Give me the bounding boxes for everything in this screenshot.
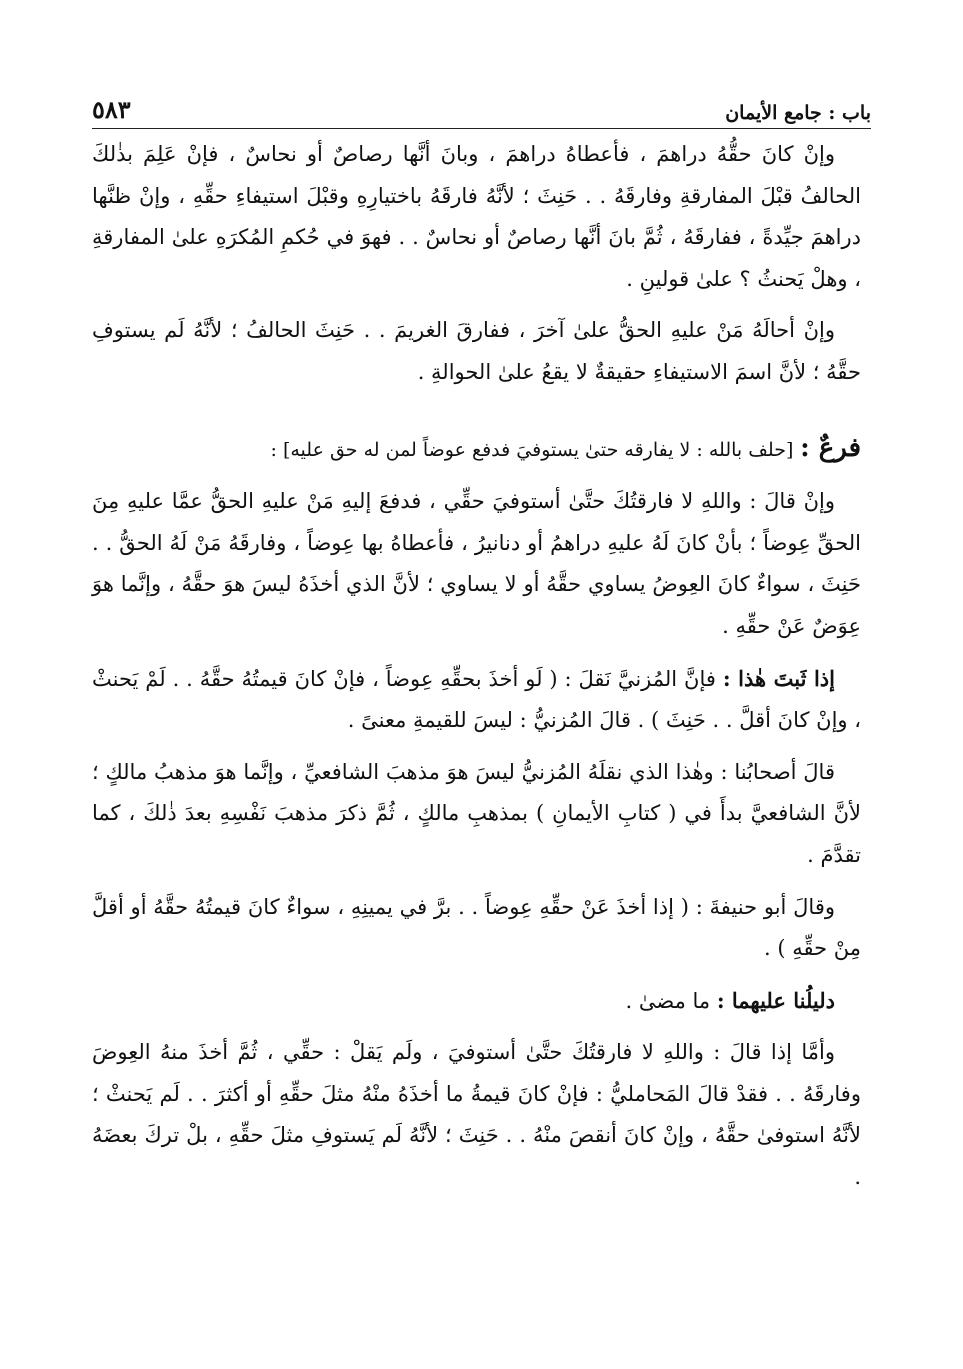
- page-header: [92, 88, 871, 124]
- paragraph-text: قالَ أصحابُنا : وهٰذا الذي نقلَهُ المُزنيُّ ليسَ هوَ مذهبَ الشافعيِّ ، وإنَّما هوَ مذهبُ مالكٍ ؛ لأنَّ الشافعيَّ بدأَ في ( كتابِ الأيمانِ ) بمذهبِ مالكٍ ، ثُمَّ ذكرَ مذهبَ نَفْسِهِ بعدَ ذٰلكَ ، كما تقدَّمَ .: [92, 759, 861, 867]
- paragraph: [92, 980, 861, 1023]
- paragraph-text: وإنْ كانَ حقُّهُ دراهمَ ، فأعطاهُ دراهمَ ، وبانَ أنَّها رصاصٌ أو نحاسٌ ، فإنْ عَلِمَ بذٰلكَ الحالفُ قبْلَ المفارقةِ وفارقَهُ . . حَنِثَ ؛ لأنَّهُ فارقَهُ باختيارِهِ وقبْلَ استيفاءِ حقِّهِ ، وإنْ ظنَّها دراهمَ جيِّدةً ، ففارقَهُ ، ثُمَّ بانَ أنَّها رصاصٌ أو نحاسٌ . . فهوَ في حُكمِ المُكرَهِ علىٰ المفارقةِ ، وهلْ يَحنثُ ؟ علىٰ قولينِ .: [92, 142, 861, 291]
- paragraph: [92, 887, 861, 970]
- paragraph-text: ما مضىٰ .: [625, 988, 717, 1013]
- paragraph-lead: دليلُنا عليهما :: [716, 987, 835, 1013]
- paragraph: [92, 752, 861, 877]
- page-body: [92, 134, 861, 1209]
- branch-heading: [92, 428, 861, 472]
- paragraph-lead: إذا ثَبتَ هٰذا :: [722, 665, 835, 691]
- paragraph-text: وإنْ قالَ : واللهِ لا فارقتُكَ حتَّىٰ أستوفيَ حقِّي ، فدفعَ إليهِ مَنْ عليهِ الحقُّ عمَّا عليهِ مِنَ الحقِّ عِوضاً ؛ بأنْ كانَ لَهُ عليهِ دراهمُ أو دنانيرُ ، فأعطاهُ بها عِوضاً ، وفارقَهُ مَنْ لَهُ الحقُّ . . حَنِثَ ، سواءٌ كانَ العِوضُ يساوي حقَّهُ أو لا يساوي ؛ لأنَّ الذي أخذَهُ ليسَ هوَ حقَّهُ ، وإنَّما هوَ عِوَضٌ عَنْ حقِّهِ .: [92, 489, 861, 638]
- paragraph: [92, 310, 861, 393]
- paragraph: [92, 134, 861, 300]
- paragraph-text: وأمَّا إذا قالَ : واللهِ لا فارقتُكَ حتَّىٰ أستوفيَ ، ولَم يَقلْ : حقِّي ، ثُمَّ أخذَ منهُ العِوضَ وفارقَهُ . . فقدْ قالَ المَحامليُّ : فإنْ كانَ قيمةُ ما أخذَهُ منْهُ مثلَ حقِّهِ أو أكثرَ . . لَم يَحنثْ ؛ لأنَّهُ استوفىٰ حقَّهُ ، وإنْ كانَ أنقصَ منْهُ . . حَنِثَ ؛ لأنَّهُ لَم يَستوفِ مثلَ حقِّهِ ، بلْ تركَ بعضَهُ .: [92, 1040, 861, 1190]
- paragraph-text: فإنَّ المُزنيَّ نَقلَ : ( لَو أخذَ بحقِّهِ عِوضاً ، فإنْ كانَ قيمتُهُ حقَّهُ . . لَمْ يَحنثْ ، وإنْ كانَ أقلَّ . . حَنِثَ ) . قالَ المُزنيُّ : ليسَ للقيمةِ معنىً .: [92, 666, 861, 733]
- branch-label: فرعٌ :: [800, 432, 861, 463]
- paragraph-text: وإنْ أحالَهُ مَنْ عليهِ الحقُّ علىٰ آخرَ ، ففارقَ الغريمَ . . حَنِثَ الحالفُ ؛ لأنَّهُ لَم يستوفِ حقَّهُ ؛ لأنَّ اسمَ الاستيفاءِ حقيقةٌ لا يقعُ علىٰ الحوالةِ .: [92, 318, 861, 384]
- paragraph: [92, 1032, 861, 1198]
- paragraph-text: وقالَ أبو حنيفةَ : ( إذا أخذَ عَنْ حقِّهِ عِوضاً . . برَّ في يمينِهِ ، سواءٌ كانَ قيمتُهُ حقَّهُ أو أقلَّ مِنْ حقِّهِ ) .: [92, 894, 861, 961]
- page-number: ٥٨٣: [92, 95, 131, 124]
- branch-title: [حلف بالله : لا يفارقه حتىٰ يستوفيَ فدفع عوضاً لمن له حق عليه] :: [270, 438, 794, 461]
- running-title: باب : جامع الأيمان: [725, 102, 871, 124]
- paragraph: [92, 658, 861, 742]
- paragraph: [92, 481, 861, 647]
- header-rule: [92, 128, 871, 129]
